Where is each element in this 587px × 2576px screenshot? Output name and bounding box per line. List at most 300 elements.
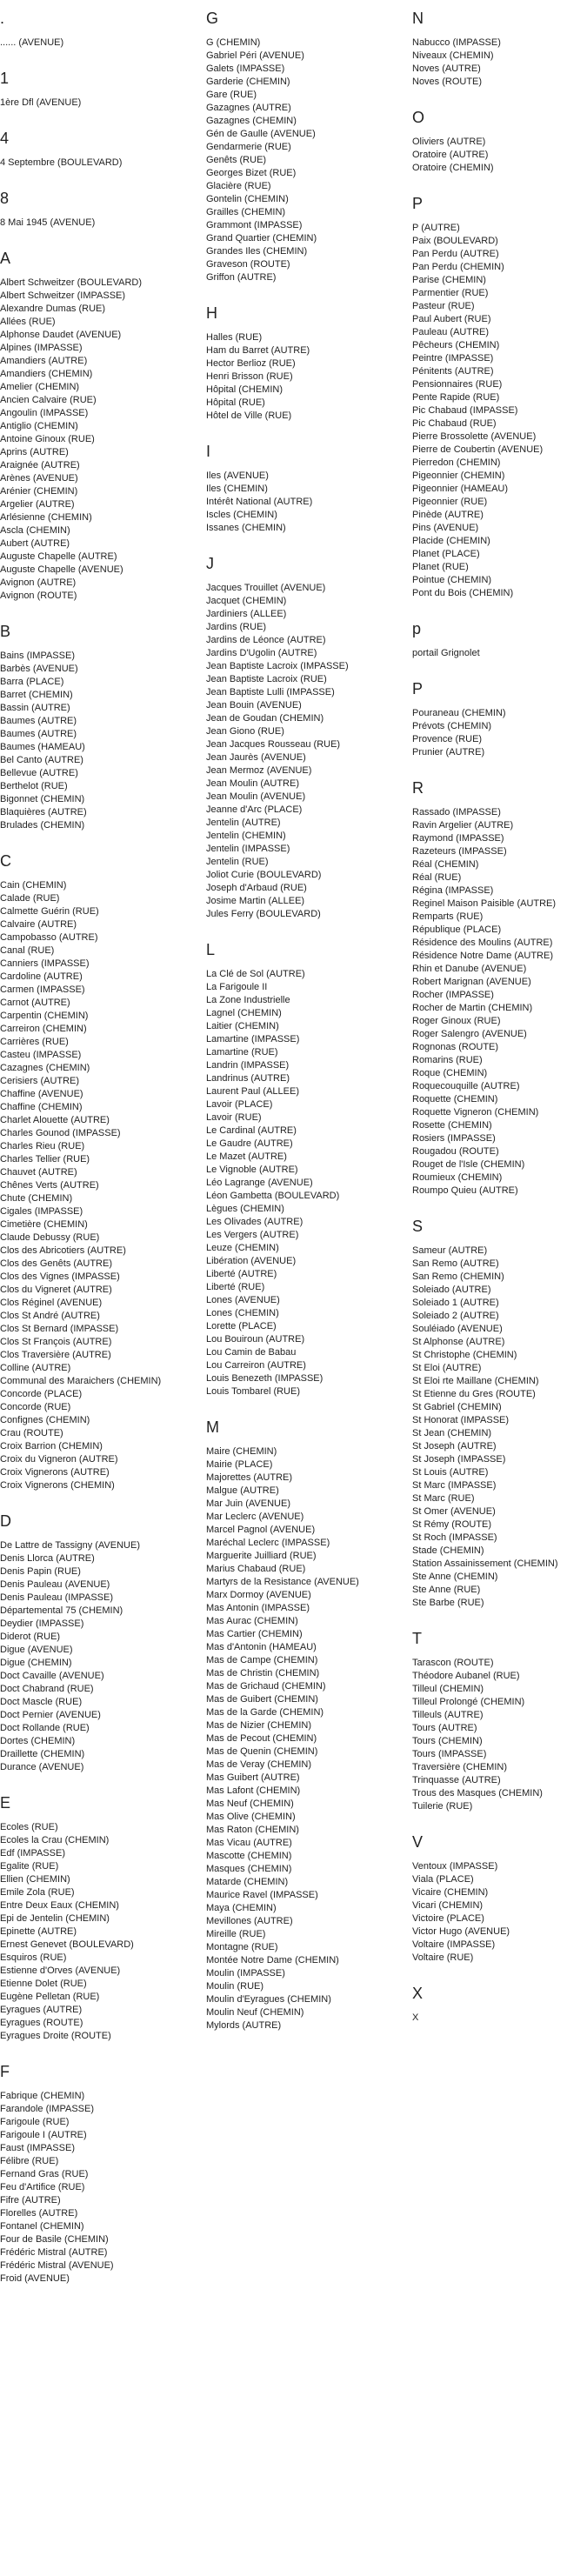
street-item: Crau (ROUTE) (0, 1428, 63, 1438)
street-item: Four de Basile (CHEMIN) (0, 2234, 109, 2245)
street-item: ...... (AVENUE) (0, 37, 64, 48)
street-item: Pigeonnier (CHEMIN) (412, 470, 505, 481)
street-item: Pic Chabaud (RUE) (412, 418, 497, 429)
street-item: Doct Pernier (AVENUE) (0, 1710, 101, 1720)
street-item: Hôpital (CHEMIN) (206, 384, 283, 395)
street-item: Mas Raton (CHEMIN) (206, 1825, 299, 1835)
street-item: Tilleuls (AUTRE) (412, 1710, 484, 1720)
street-item: Carpentin (CHEMIN) (0, 1011, 89, 1021)
letter-section (206, 442, 412, 535)
street-item: portail Grignolet (412, 648, 480, 658)
letter-section (412, 9, 587, 89)
street-item: Dortes (CHEMIN) (0, 1736, 76, 1746)
street-item: Sameur (AUTRE) (412, 1245, 488, 1256)
street-item: Tours (IMPASSE) (412, 1749, 487, 1759)
letter-section (0, 189, 206, 230)
street-item: Tarascon (ROUTE) (412, 1658, 494, 1668)
street-item: Résidence des Moulins (AUTRE) (412, 938, 553, 948)
street-item: Iscles (CHEMIN) (206, 510, 277, 520)
street-item: De Lattre de Tassigny (AVENUE) (0, 1540, 140, 1551)
letter-section (206, 940, 412, 1398)
street-item: St Roch (IMPASSE) (412, 1532, 497, 1543)
street-item: Pente Rapide (RUE) (412, 392, 500, 403)
street-item: Mas Aurac (CHEMIN) (206, 1616, 298, 1626)
street-item: Frédéric Mistral (AVENUE) (0, 2260, 114, 2271)
letter-section (412, 778, 587, 1198)
street-item: Gontelin (CHEMIN) (206, 194, 289, 204)
letter-section (0, 1793, 206, 2043)
street-item: Angoulin (IMPASSE) (0, 408, 89, 418)
street-item: Diderot (RUE) (0, 1632, 61, 1642)
street-item: St Etienne du Gres (ROUTE) (412, 1389, 536, 1399)
street-item: Ascla (CHEMIN) (0, 525, 70, 536)
street-item: Marguerite Juilliard (RUE) (206, 1551, 317, 1561)
street-item: Jean Baptiste Lulli (IMPASSE) (206, 687, 335, 697)
street-item: Jardins de Léonce (AUTRE) (206, 635, 326, 645)
street-item: Maya (CHEMIN) (206, 1903, 277, 1913)
section-letter-heading: D (0, 1512, 11, 1530)
street-item: Niveaux (CHEMIN) (412, 50, 494, 61)
street-item: Lavoir (PLACE) (206, 1099, 273, 1110)
street-item: Communal des Maraichers (CHEMIN) (0, 1376, 162, 1386)
street-item: Albert Schweitzer (BOULEVARD) (0, 277, 143, 288)
street-item: Hôpital (RUE) (206, 397, 265, 408)
street-item: 1ère Dfl (AVENUE) (0, 97, 82, 108)
street-item: La Farigoule II (206, 982, 268, 992)
street-item: Romarins (RUE) (412, 1055, 483, 1065)
street-item: Alexandre Dumas (RUE) (0, 304, 106, 314)
street-item: Concorde (RUE) (0, 1402, 71, 1412)
street-item: Gare (RUE) (206, 90, 257, 100)
street-item: Avignon (ROUTE) (0, 591, 77, 601)
section-letter-heading: 4 (0, 130, 10, 147)
street-item: Tours (CHEMIN) (412, 1736, 483, 1746)
letter-section (412, 1629, 587, 1813)
street-item: Digue (AVENUE) (0, 1645, 73, 1655)
street-item: Albert Schweitzer (IMPASSE) (0, 290, 126, 301)
street-item: Faust (IMPASSE) (0, 2143, 75, 2153)
street-item: Rougadou (ROUTE) (412, 1146, 499, 1157)
letter-section (206, 9, 412, 284)
street-item: Roumpo Quieu (AUTRE) (412, 1185, 518, 1196)
street-item: Moulin (IMPASSE) (206, 1968, 285, 1979)
street-item: Lou Carreiron (AUTRE) (206, 1360, 306, 1371)
street-item: Pauleau (AUTRE) (412, 327, 490, 337)
letter-section (412, 1984, 587, 2025)
street-item: Croix Vignerons (AUTRE) (0, 1467, 110, 1478)
street-item: Paix (BOULEVARD) (412, 236, 498, 246)
street-item: Lagnel (CHEMIN) (206, 1008, 282, 1018)
street-item: St Joseph (AUTRE) (412, 1441, 497, 1452)
street-item: Traversière (CHEMIN) (412, 1762, 507, 1772)
street-item: Jean de Goudan (CHEMIN) (206, 713, 324, 724)
street-item: Barra (PLACE) (0, 677, 64, 687)
street-item: Etienne Dolet (RUE) (0, 1979, 87, 1989)
street-item: Mas Lafont (CHEMIN) (206, 1785, 301, 1796)
street-item: Auguste Chapelle (AVENUE) (0, 564, 123, 575)
street-item: Blaquières (AUTRE) (0, 807, 87, 818)
street-item: Glacière (RUE) (206, 181, 271, 191)
street-item: Raymond (IMPASSE) (412, 833, 504, 844)
street-item: Bigonnet (CHEMIN) (0, 794, 85, 804)
street-item: Lègues (CHEMIN) (206, 1204, 284, 1214)
street-item: Mas de Guibert (CHEMIN) (206, 1694, 318, 1705)
street-item: Ste Barbe (RUE) (412, 1598, 484, 1608)
street-item: Mas d'Antonin (HAMEAU) (206, 1642, 317, 1652)
street-item: Mas Neuf (CHEMIN) (206, 1799, 294, 1809)
street-item: Amelier (CHEMIN) (0, 382, 80, 392)
street-item: Souléiado (AVENUE) (412, 1324, 503, 1334)
letter-section (0, 1512, 206, 1774)
street-item: Le Cardinal (AUTRE) (206, 1125, 297, 1136)
street-item: Mar Leclerc (AVENUE) (206, 1512, 304, 1522)
street-item: Ecoles la Crau (CHEMIN) (0, 1835, 110, 1845)
street-item: Bellevue (AUTRE) (0, 768, 78, 778)
street-item: Stade (CHEMIN) (412, 1545, 484, 1556)
street-item: Le Gaudre (AUTRE) (206, 1138, 293, 1149)
street-item: Leuze (CHEMIN) (206, 1243, 279, 1253)
section-letter-heading: 8 (0, 190, 10, 207)
street-item: Cain (CHEMIN) (0, 880, 67, 891)
street-item: Parmentier (RUE) (412, 288, 489, 298)
street-item: Chaffine (CHEMIN) (0, 1102, 83, 1112)
street-item: Amandiers (CHEMIN) (0, 369, 93, 379)
street-item: Claude Debussy (RUE) (0, 1232, 100, 1243)
street-item: Grailles (CHEMIN) (206, 207, 286, 217)
street-item: Jean Mermoz (AVENUE) (206, 765, 312, 776)
street-item: Le Vignoble (AUTRE) (206, 1165, 298, 1175)
street-item: Roquette Vigneron (CHEMIN) (412, 1107, 539, 1118)
street-item: Mas de Campe (CHEMIN) (206, 1655, 318, 1665)
street-item: Les Olivades (AUTRE) (206, 1217, 304, 1227)
street-item: Tilleul (CHEMIN) (412, 1684, 484, 1694)
street-item: Cerisiers (AUTRE) (0, 1076, 80, 1086)
street-item: P (AUTRE) (412, 223, 460, 233)
street-item: Soleiado (AUTRE) (412, 1285, 491, 1295)
street-item: Pinède (AUTRE) (412, 510, 484, 520)
street-item: La Clé de Sol (AUTRE) (206, 969, 305, 979)
street-item: Ellien (CHEMIN) (0, 1874, 70, 1885)
section-letter-heading: p (412, 620, 422, 637)
street-item: Clos Réginel (AVENUE) (0, 1298, 103, 1308)
street-item: Galets (IMPASSE) (206, 63, 285, 74)
street-item: Casteu (IMPASSE) (0, 1050, 82, 1060)
street-item: Halles (RUE) (206, 332, 263, 343)
street-item: Jean Moulin (AVENUE) (206, 791, 306, 802)
section-letter-heading: O (412, 109, 425, 126)
street-item: Tours (AUTRE) (412, 1723, 477, 1733)
street-item: République (PLACE) (412, 924, 502, 935)
street-item: Maurice Ravel (IMPASSE) (206, 1890, 318, 1900)
street-item: Rosiers (IMPASSE) (412, 1133, 496, 1144)
street-item: Tilleul Prolongé (CHEMIN) (412, 1697, 525, 1707)
street-item: Berthelot (RUE) (0, 781, 68, 791)
street-item: Noves (AUTRE) (412, 63, 481, 74)
street-item: Grammont (IMPASSE) (206, 220, 303, 230)
section-letter-heading: R (412, 779, 424, 797)
street-item: Allées (RUE) (0, 317, 56, 327)
street-item: Baumes (AUTRE) (0, 716, 77, 726)
street-item: Charles Rieu (RUE) (0, 1141, 85, 1151)
street-item: Garderie (CHEMIN) (206, 77, 290, 87)
street-item: Jean Jaurès (AVENUE) (206, 752, 306, 763)
street-item: Barret (CHEMIN) (0, 690, 73, 700)
street-item: Vicari (CHEMIN) (412, 1900, 484, 1911)
street-item: Louis Benezeth (IMPASSE) (206, 1373, 324, 1384)
street-item: X (412, 2012, 419, 2023)
section-letter-heading: A (0, 250, 11, 267)
street-item: Mas Vicau (AUTRE) (206, 1838, 292, 1848)
street-item: Calvaire (AUTRE) (0, 919, 77, 930)
section-letter-heading: B (0, 623, 11, 640)
street-item: Station Assainissement (CHEMIN) (412, 1558, 558, 1569)
street-item: Roquecouquille (AUTRE) (412, 1081, 520, 1091)
street-item: Croix Vignerons (CHEMIN) (0, 1480, 115, 1491)
street-item: Soleiado 2 (AUTRE) (412, 1311, 499, 1321)
street-item: Robert Marignan (AVENUE) (412, 977, 531, 987)
street-item: San Remo (AUTRE) (412, 1258, 499, 1269)
section-letter-heading: S (412, 1218, 424, 1235)
street-item: Roger Salengro (AVENUE) (412, 1029, 527, 1039)
street-item: Hector Berlioz (RUE) (206, 358, 296, 369)
street-item: Mas Guibert (AUTRE) (206, 1772, 300, 1783)
street-item: Martyrs de la Resistance (AVENUE) (206, 1577, 359, 1587)
street-item: Pan Perdu (AUTRE) (412, 249, 499, 259)
street-item: Mas Antonin (IMPASSE) (206, 1603, 310, 1613)
street-item: Chauvet (AUTRE) (0, 1167, 77, 1178)
street-item: Ham du Barret (AUTRE) (206, 345, 310, 356)
street-item: Oratoire (AUTRE) (412, 150, 489, 160)
street-item: Rouget de l'Isle (CHEMIN) (412, 1159, 525, 1170)
index-column-1 (0, 9, 206, 2305)
street-item: Eugène Pelletan (RUE) (0, 1992, 100, 2002)
street-item: Chaffine (AVENUE) (0, 1089, 83, 1099)
street-item: Mas de Grichaud (CHEMIN) (206, 1681, 326, 1692)
street-item: Auguste Chapelle (AUTRE) (0, 551, 117, 562)
street-item: Egalite (RUE) (0, 1861, 59, 1872)
street-item: Bassin (AUTRE) (0, 703, 70, 713)
street-item: St Eloi rte Maillane (CHEMIN) (412, 1376, 539, 1386)
street-item: Tuilerie (RUE) (412, 1801, 473, 1812)
street-item: Roque (CHEMIN) (412, 1068, 488, 1078)
street-item: Mireille (RUE) (206, 1929, 266, 1939)
street-item: Arénier (CHEMIN) (0, 486, 78, 497)
street-item: Argelier (AUTRE) (0, 499, 75, 510)
street-item: Henri Brisson (RUE) (206, 371, 293, 382)
street-item: Chute (CHEMIN) (0, 1193, 73, 1204)
street-item: Grandes Iles (CHEMIN) (206, 246, 308, 257)
street-item: Georges Bizet (RUE) (206, 168, 297, 178)
street-item: Jacquet (CHEMIN) (206, 596, 287, 606)
street-item: Maréchal Leclerc (IMPASSE) (206, 1538, 330, 1548)
street-item: Baumes (HAMEAU) (0, 742, 85, 752)
street-item: Denis Pauleau (AVENUE) (0, 1579, 110, 1590)
street-item: Roquette (CHEMIN) (412, 1094, 498, 1104)
street-item: Pasteur (RUE) (412, 301, 475, 311)
street-item: Jean Giono (RUE) (206, 726, 284, 737)
street-item: Mas Olive (CHEMIN) (206, 1812, 296, 1822)
street-item: Peintre (IMPASSE) (412, 353, 494, 364)
street-item: Ernest Genevet (BOULEVARD) (0, 1939, 134, 1950)
street-item: Carreiron (CHEMIN) (0, 1024, 87, 1034)
street-item: Clos St François (AUTRE) (0, 1337, 112, 1347)
section-letter-heading: 1 (0, 70, 10, 87)
street-item: Canal (RUE) (0, 945, 55, 956)
street-item: Iles (AVENUE) (206, 470, 269, 481)
street-item: Fifre (AUTRE) (0, 2195, 61, 2206)
street-item: Régina (IMPASSE) (412, 885, 494, 896)
street-item: Mas de Nizier (CHEMIN) (206, 1720, 312, 1731)
street-item: Clos Traversière (AUTRE) (0, 1350, 111, 1360)
street-item: Lou Bouiroun (AUTRE) (206, 1334, 305, 1345)
street-item: Epinette (AUTRE) (0, 1926, 77, 1937)
street-item: Victoire (PLACE) (412, 1913, 484, 1924)
letter-section (412, 1832, 587, 1965)
street-item: Jardins (RUE) (206, 622, 267, 632)
street-item: Farandole (IMPASSE) (0, 2104, 95, 2114)
street-item: Ecoles (RUE) (0, 1822, 58, 1832)
street-item: Arènes (AVENUE) (0, 473, 78, 484)
street-item: Epi de Jentelin (CHEMIN) (0, 1913, 110, 1924)
street-item: Rocher (IMPASSE) (412, 990, 494, 1000)
street-item: Mascotte (CHEMIN) (206, 1851, 292, 1861)
street-item: Pigeonnier (HAMEAU) (412, 484, 509, 494)
street-item: Noves (ROUTE) (412, 77, 483, 87)
street-item: Louis Tombarel (RUE) (206, 1386, 301, 1397)
street-item: G (CHEMIN) (206, 37, 261, 48)
letter-section (412, 194, 587, 600)
street-item: Marx Dormoy (AVENUE) (206, 1590, 311, 1600)
street-item: Liberté (AUTRE) (206, 1269, 277, 1279)
street-item: Deydier (IMPASSE) (0, 1618, 84, 1629)
letter-section (206, 554, 412, 921)
street-item: Prévots (CHEMIN) (412, 721, 492, 731)
section-letter-heading: H (206, 304, 217, 322)
section-letter-heading: C (0, 852, 11, 870)
street-item: Farigoule I (AUTRE) (0, 2130, 87, 2140)
street-item: Alphonse Daudet (AVENUE) (0, 330, 122, 340)
street-item: Clos du Vigneret (AUTRE) (0, 1285, 112, 1295)
street-item: St Gabriel (CHEMIN) (412, 1402, 502, 1412)
street-item: Landrin (IMPASSE) (206, 1060, 290, 1071)
street-item: Rhin et Danube (AVENUE) (412, 964, 527, 974)
section-letter-heading: I (206, 443, 211, 460)
street-item: Fontanel (CHEMIN) (0, 2221, 84, 2232)
street-item: Roumieux (CHEMIN) (412, 1172, 503, 1183)
street-item: Barbès (AVENUE) (0, 664, 78, 674)
street-item: Jentelin (CHEMIN) (206, 831, 286, 841)
street-item: Théodore Aubanel (RUE) (412, 1671, 520, 1681)
section-letter-heading: P (412, 195, 424, 212)
street-item: San Remo (CHEMIN) (412, 1271, 504, 1282)
street-item: Alpines (IMPASSE) (0, 343, 83, 353)
street-item: Rocher de Martin (CHEMIN) (412, 1003, 533, 1013)
street-item: Pénitents (AUTRE) (412, 366, 494, 377)
street-item: Pensionnaires (RUE) (412, 379, 503, 390)
street-item: Croix Barrion (CHEMIN) (0, 1441, 103, 1452)
street-item: Jean Moulin (AUTRE) (206, 778, 299, 789)
street-item: Montée Notre Dame (CHEMIN) (206, 1955, 339, 1965)
street-item: Nabucco (IMPASSE) (412, 37, 501, 48)
street-item: Soleiado 1 (AUTRE) (412, 1298, 499, 1308)
street-item: Ste Anne (RUE) (412, 1585, 481, 1595)
street-item: Jentelin (RUE) (206, 857, 269, 867)
street-item: Masques (CHEMIN) (206, 1864, 292, 1874)
street-item: Clos St André (AUTRE) (0, 1311, 100, 1321)
street-item: Aprins (AUTRE) (0, 447, 69, 457)
street-item: Estienne d'Orves (AVENUE) (0, 1965, 121, 1976)
street-item: Bains (IMPASSE) (0, 651, 75, 661)
street-item: St Omer (AVENUE) (412, 1506, 496, 1517)
street-item: Parise (CHEMIN) (412, 275, 486, 285)
street-item: Remparts (RUE) (412, 911, 484, 922)
street-item: Baumes (AUTRE) (0, 729, 77, 739)
street-item: Doct Chabrand (RUE) (0, 1684, 94, 1694)
street-item: Hôtel de Ville (RUE) (206, 410, 292, 421)
street-item: Planet (PLACE) (412, 549, 480, 559)
street-item: Cazagnes (CHEMIN) (0, 1063, 90, 1073)
street-item: Jeanne d'Arc (PLACE) (206, 804, 303, 815)
street-item: Provence (RUE) (412, 734, 483, 744)
street-item: Pierre Brossolette (AVENUE) (412, 431, 537, 442)
street-item: Jentelin (AUTRE) (206, 818, 281, 828)
street-item: St Marc (IMPASSE) (412, 1480, 497, 1491)
street-item: Résidence Notre Dame (AUTRE) (412, 951, 553, 961)
street-item: Clos St Bernard (IMPASSE) (0, 1324, 119, 1334)
street-item: Mas de Quenin (CHEMIN) (206, 1746, 318, 1757)
street-item: Paul Aubert (RUE) (412, 314, 491, 324)
letter-section (0, 249, 206, 603)
street-item: Denis Llorca (AUTRE) (0, 1553, 95, 1564)
street-item: Ravin Argelier (AUTRE) (412, 820, 514, 831)
street-item: Jean Baptiste Lacroix (RUE) (206, 674, 327, 684)
street-item: Jules Ferry (BOULEVARD) (206, 909, 321, 919)
letter-section (0, 622, 206, 832)
street-item: Pierre de Coubertin (AVENUE) (412, 444, 544, 455)
street-item: Graveson (ROUTE) (206, 259, 290, 270)
street-item: Mar Juin (AVENUE) (206, 1498, 290, 1509)
street-item: Pic Chabaud (IMPASSE) (412, 405, 518, 416)
street-item: Farigoule (RUE) (0, 2117, 70, 2127)
street-item: St Louis (AUTRE) (412, 1467, 489, 1478)
street-item: Griffon (AUTRE) (206, 272, 277, 283)
street-item: Liberté (RUE) (206, 1282, 265, 1292)
street-item: Mas de Veray (CHEMIN) (206, 1759, 312, 1770)
street-item: Jacques Trouillet (AVENUE) (206, 583, 326, 593)
street-item: Eyragues (ROUTE) (0, 2018, 83, 2028)
street-item: Matarde (CHEMIN) (206, 1877, 289, 1887)
street-item: Rognonas (ROUTE) (412, 1042, 499, 1052)
street-item: Gén de Gaulle (AVENUE) (206, 129, 316, 139)
street-item: Carrières (RUE) (0, 1037, 69, 1047)
street-item: Marcel Pagnol (AVENUE) (206, 1525, 316, 1535)
street-item: Lamartine (RUE) (206, 1047, 278, 1058)
street-item: Draillette (CHEMIN) (0, 1749, 85, 1759)
street-item: Jean Bouin (AVENUE) (206, 700, 302, 711)
letter-section (412, 1217, 587, 1610)
street-item: Lones (AVENUE) (206, 1295, 280, 1305)
street-item: Lorette (PLACE) (206, 1321, 277, 1331)
street-item: St Alphonse (AUTRE) (412, 1337, 505, 1347)
letter-section (412, 679, 587, 759)
street-item: Digue (CHEMIN) (0, 1658, 72, 1668)
street-item: Mas Cartier (CHEMIN) (206, 1629, 303, 1639)
street-item: Oliviers (AUTRE) (412, 137, 486, 147)
street-item: Mas de Christin (CHEMIN) (206, 1668, 320, 1678)
street-item: St Christophe (CHEMIN) (412, 1350, 517, 1360)
street-item: Issanes (CHEMIN) (206, 523, 286, 533)
street-item: Lamartine (IMPASSE) (206, 1034, 300, 1044)
